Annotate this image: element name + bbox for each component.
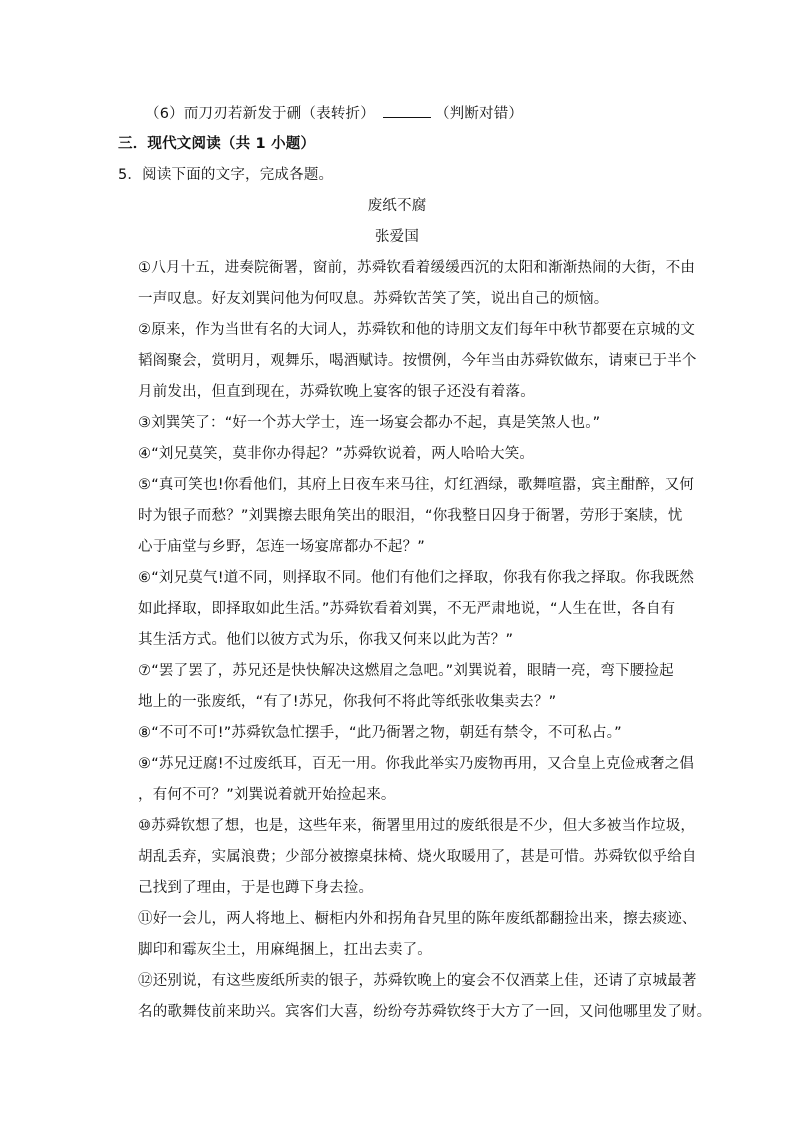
article-line: 一声叹息。好友刘巽问他为何叹息。苏舜钦苦笑了笑，说出自己的烦恼。 [138,291,609,307]
article-line: ①八月十五，进奏院衙署，窗前，苏舜钦看着缓缓西沉的太阳和渐渐热闹的大街，不由 [138,260,696,276]
article-title: 废纸不腐 [367,198,427,214]
question-6 [145,103,705,124]
article-line: 其生活方式。他们以彼方式为乐，你我又何来以此为苦？” [138,632,514,648]
article-line: 地上的一张废纸，“有了!苏兄，你我何不将此等纸张收集卖去？” [138,694,557,710]
question-5-prompt: 5．阅读下面的文字，完成各题。 [118,167,334,183]
article-line: ⑫还别说，有这些废纸所卖的银子，苏舜钦晚上的宴会不仅酒菜上佳，还请了京城最著 [138,973,697,989]
question-6-text: （6）而刀刃若新发于硎（表转折） [145,106,375,122]
section-title: 三．现代文阅读（共 1 小题） [118,136,316,152]
article-line: 韬阁聚会，赏明月，观舞乐，喝酒赋诗。按惯例，今年当由苏舜钦做东，请柬已于半个 [138,353,697,369]
article-author: 张爱国 [374,229,420,245]
article-line: ⑦“罢了罢了，苏兄还是快快解决这燃眉之急吧。”刘巽说着，眼睛一亮，弯下腰捡起 [138,663,674,679]
article-line: 胡乱丢弃，实属浪费；少部分被擦桌抹椅、烧火取暖用了，甚是可惜。苏舜钦似乎给自 [138,849,697,865]
article-line: ，有何不可？”刘巽说着就开始捡起来。 [138,787,396,803]
answer-blank[interactable] [383,103,431,118]
article-line: ⑩苏舜钦想了想，也是，这些年来，衙署里用过的废纸很是不少，但大多被当作垃圾， [138,818,696,834]
article-line: ②原来，作为当世有名的大词人，苏舜钦和他的诗朋文友们每年中秋节都要在京城的文 [138,322,696,338]
article-line: 心于庙堂与乡野，怎连一场宴席都办不起？” [138,539,426,555]
article-line: ⑥“刘兄莫气!道不同，则择取不同。他们有他们之择取，你我有你我之择取。你我既然 [138,570,695,586]
article-line: ⑪好一会儿，两人将地上、橱柜内外和拐角旮旯里的陈年废纸都翻捡出来，擦去痰迹、 [138,911,697,927]
article-line: ④“刘兄莫笑，莫非你办得起？”苏舜钦说着，两人哈哈大笑。 [138,446,535,462]
article-line: 如此择取，即择取如此生活。”苏舜钦看着刘巽，不无严肃地说，“人生在世，各自有 [138,601,676,617]
article-line: 脚印和霉灰尘土，用麻绳捆上，扛出去卖了。 [138,942,432,958]
question-6-suffix: （判断对错） [434,106,524,122]
article-line: 己找到了理由，于是也蹲下身去捡。 [138,880,374,896]
article-line: 时为银子而愁？”刘巽擦去眼角笑出的眼泪，“你我整日囚身于衙署，劳形于案牍，忧 [138,508,683,524]
article-line: ③刘巽笑了：“好一个苏大学士，连一场宴会都办不起，真是笑煞人也。” [138,415,601,431]
article-line: ⑤“真可笑也!你看他们，其府上日夜车来马往，灯红酒绿，歌舞喧嚣，宾主酣醉，又何 [138,477,695,493]
article-line: ⑧“不可不可!”苏舜钦急忙摆手，“此乃衙署之物，朝廷有禁令，不可私占。” [138,725,622,741]
article-line: 名的歌舞伎前来助兴。宾客们大喜，纷纷夸苏舜钦终于大方了一回，又问他哪里发了财。 [138,1004,712,1020]
article-line: 月前发出，但直到现在，苏舜钦晚上宴客的银子还没有着落。 [138,384,535,400]
article-line: ⑨“苏兄迂腐!不过废纸耳，百无一用。你我此举实乃废物再用，又合皇上克俭戒奢之倡 [138,756,695,772]
